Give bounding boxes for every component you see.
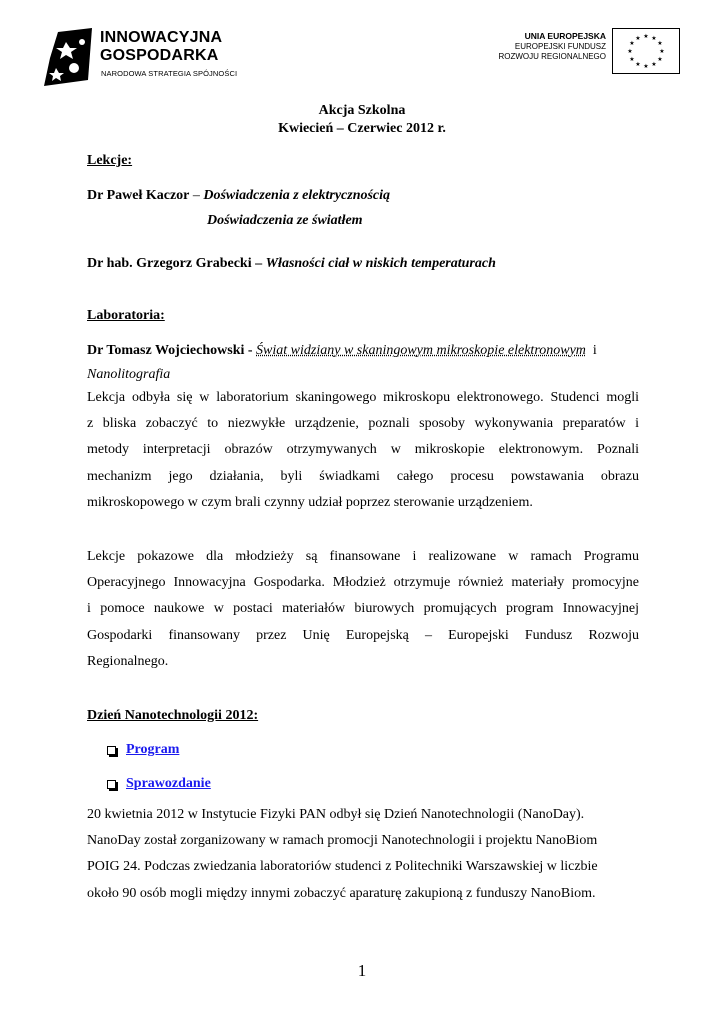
paragraph-line: Lekcje pokazowe dla młodzieży są finansowane i realizowane w ramach Programu [87, 549, 639, 564]
paragraph-line: Gospodarki finansowany przez Unię Europejską – Europejski Fundusz Rozwoju [87, 627, 639, 643]
ig-logo-line1: INNOWACYJNA [100, 29, 223, 46]
svg-text:★: ★ [627, 48, 633, 55]
checkbox-bullet-icon [107, 746, 116, 755]
lecturer-name: Dr hab. Grzegorz Grabecki [87, 256, 252, 271]
lab-topic-2: Nanolitografia [87, 367, 171, 382]
laboratorium-description [87, 385, 639, 516]
document-title-line1: Akcja Szkolna [318, 103, 406, 118]
paragraph-line: 20 kwietnia 2012 w Instytucie Fizyki PAN odbył się Dzień Nanotechnologii (NanoDay). [87, 807, 585, 822]
separator: – [189, 188, 204, 203]
eu-logo-line3: ROZWOJU REGIONALNEGO [498, 52, 606, 61]
paragraph-line: Lekcja odbyła się w laboratorium skaningowego mikroskopu elektronowego. Studenci mogli [87, 390, 639, 405]
paragraph-line: mikroskopowego w czym brali czynny udział poprzez sterowanie urządzeniem. [87, 494, 533, 510]
page-number: 1 [357, 961, 367, 980]
innowacyjna-gospodarka-logo [44, 28, 254, 90]
paragraph-line: z bliska zobaczyć to niezwykłe urządzenie, poznali sposoby wykonywania preparatów i [87, 416, 639, 432]
svg-text:★: ★ [635, 35, 641, 42]
eu-logo-line1: UNIA EUROPEJSKA [524, 31, 606, 41]
svg-text:★: ★ [651, 35, 657, 42]
lecture-topic: Doświadczenia z elektrycznością [203, 188, 391, 203]
paragraph-line: Regionalnego. [87, 653, 169, 669]
paragraph-line: i pomoce naukowe w postaci materiałów biurowych promujących program Innowacyjnej [87, 601, 639, 617]
svg-text:★: ★ [657, 56, 663, 63]
lecture-topic-2: Doświadczenia ze światłem [207, 213, 363, 228]
nanoday-paragraph [87, 802, 639, 907]
svg-text:★: ★ [643, 33, 649, 40]
svg-text:★: ★ [629, 40, 635, 47]
svg-text:★: ★ [657, 40, 663, 47]
svg-text:★: ★ [643, 63, 649, 70]
paragraph-line: Operacyjnego Innowacyjna Gospodarka. Młodzież otrzymuje również materiały promocyjne [87, 575, 639, 591]
svg-text:★: ★ [651, 61, 657, 68]
eu-flag-icon [612, 28, 680, 74]
lekcje-item-2 [87, 256, 496, 272]
eu-logo-line2: EUROPEJSKI FUNDUSZ [514, 41, 606, 51]
ig-logo-line3: NARODOWA STRATEGIA SPÓJNOŚCI [101, 69, 238, 78]
paragraph-line: mechanizm jego działania, byli świadkami całego procesu powstawania obrazu [87, 468, 639, 484]
ig-logo-line2: GOSPODARKA [100, 47, 219, 64]
program-link[interactable]: Program [126, 742, 180, 757]
lab-conj: i [585, 343, 597, 358]
eu-stars-icon [613, 29, 679, 73]
lekcje-item-1 [87, 188, 390, 204]
ig-emblem-icon [44, 28, 96, 88]
laboratorium-title [87, 343, 597, 359]
svg-text:★: ★ [659, 48, 665, 55]
lab-topic: Świat widziany w skaningowym mikroskopie elektronowym [256, 343, 586, 358]
svg-text:★: ★ [629, 56, 635, 63]
document-title-line2: Kwiecień – Czerwiec 2012 r. [278, 121, 446, 136]
lab-lecturer-name: Dr Tomasz Wojciechowski - [87, 343, 257, 358]
nanoday-heading: Dzień Nanotechnologii 2012: [87, 708, 259, 723]
checkbox-bullet-icon [107, 780, 116, 789]
paragraph-line: około 90 osób mogli między innymi zobaczyć aparaturę zakupioną z funduszy NanoBiom. [87, 885, 596, 901]
separator: – [251, 256, 266, 271]
lecture-topic: Własności ciał w niskich temperaturach [265, 256, 496, 271]
paragraph-line: metody interpretacji obrazów otrzymywanych w mikroskopie elektronowym. Poznali [87, 442, 639, 458]
laboratoria-heading: Laboratoria: [87, 308, 165, 323]
eu-logo-text [498, 31, 606, 63]
sprawozdanie-link[interactable]: Sprawozdanie [126, 776, 211, 791]
lekcje-heading: Lekcje: [87, 153, 133, 168]
financing-paragraph [87, 544, 639, 675]
paragraph-line: NanoDay został zorganizowany w ramach promocji Nanotechnologii i projektu NanoBiom [87, 833, 598, 849]
svg-text:★: ★ [635, 61, 641, 68]
paragraph-line: POIG 24. Podczas zwiedzania laboratoriów studenci z Politechniki Warszawskiej w liczbie [87, 859, 598, 875]
lecturer-name: Dr Paweł Kaczor [87, 188, 190, 203]
